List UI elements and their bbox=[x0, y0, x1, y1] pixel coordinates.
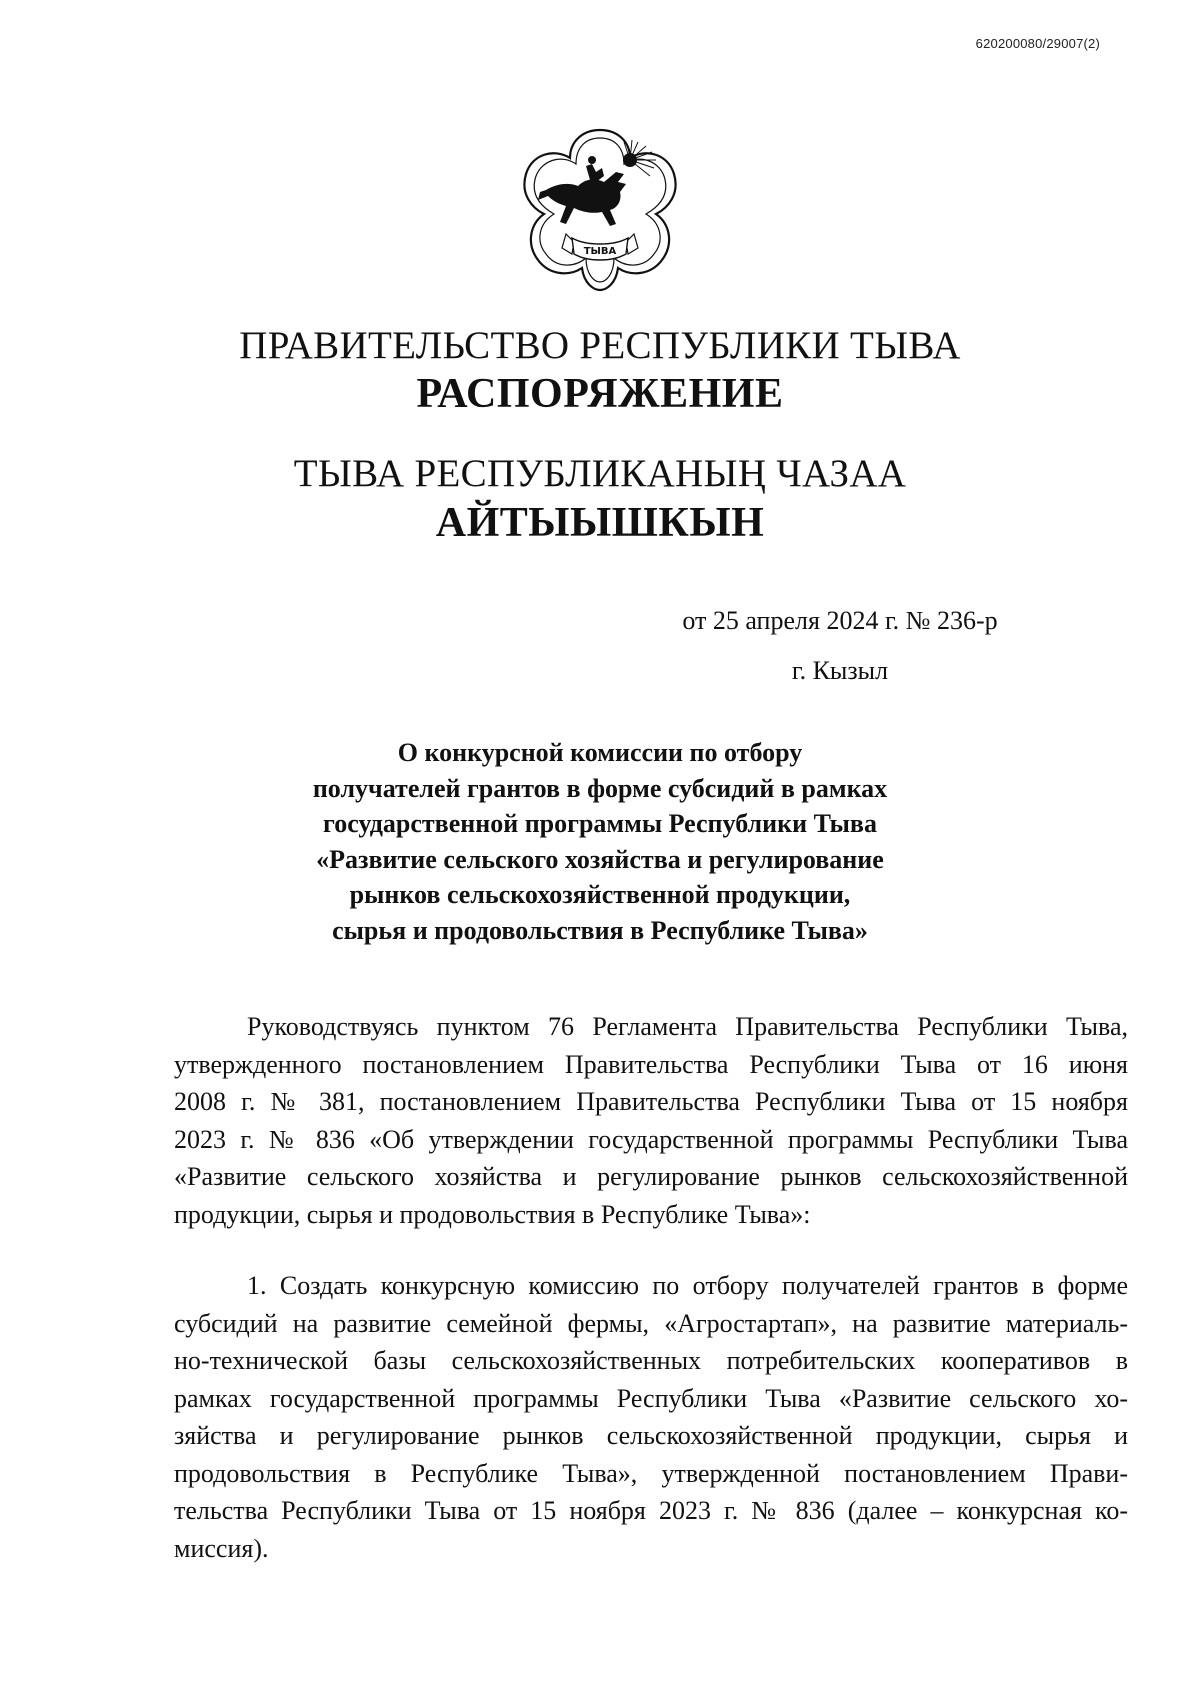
paragraph-line: «Развитие сельского хозяйства и регулирование рынков сельскохозяйственной bbox=[174, 1162, 1128, 1191]
document-date-number: от 25 апреля 2024 г. № 236-р bbox=[682, 606, 998, 635]
title-line: сырья и продовольствия в Республике Тыва» bbox=[332, 915, 868, 945]
clause-1-paragraph bbox=[174, 1267, 1128, 1567]
government-name-ru: ПРАВИТЕЛЬСТВО РЕСПУБЛИКИ ТЫВА bbox=[239, 324, 961, 367]
paragraph-line: рамках государственной программы Республики Тыва «Развитие сельского хо- bbox=[174, 1383, 1128, 1413]
document-type-ru: РАСПОРЯЖЕНИЕ bbox=[416, 371, 784, 417]
title-line: рынков сельскохозяйственной продукции, bbox=[349, 880, 851, 909]
document-type-tyv: АЙТЫЫШКЫН bbox=[435, 500, 765, 546]
emblem-ribbon-text: ТЫВА bbox=[583, 246, 617, 257]
government-name-tyv: ТЫВА РЕСПУБЛИКАНЫҢ ЧАЗАА bbox=[293, 452, 907, 495]
paragraph-line: утвержденного постановлением Правительства Республики Тыва от 16 июня bbox=[174, 1049, 1128, 1079]
coat-of-arms-emblem bbox=[512, 120, 688, 296]
title-line: «Развитие сельского хозяйства и регулирование bbox=[316, 844, 884, 874]
paragraph-line: Руководствуясь пунктом 76 Регламента Правительства Республики Тыва, bbox=[247, 1012, 1128, 1041]
paragraph-line: тельства Республики Тыва от 15 ноября 2023 г. № 836 (далее – конкурсная ко- bbox=[174, 1496, 1128, 1525]
paragraph-line: 2023 г. № 836 «Об утверждении государственной программы Республики Тыва bbox=[174, 1124, 1128, 1154]
paragraph-line: 2008 г. № 381, постановлением Правительства Республики Тыва от 15 ноября bbox=[174, 1087, 1128, 1116]
document-id: 620200080/29007(2) bbox=[975, 36, 1100, 51]
paragraph-line: 1. Создать конкурсную комиссию по отбору получателей грантов в форме bbox=[247, 1271, 1128, 1300]
paragraph-line: субсидий на развитие семейной фермы, «Агростартап», на развитие материаль- bbox=[174, 1308, 1128, 1338]
preamble-paragraph bbox=[174, 1008, 1128, 1233]
title-line: государственной программы Республики Тыва bbox=[323, 809, 877, 838]
paragraph-line: продовольствия в Республике Тыва», утвержденной постановлением Прави- bbox=[174, 1458, 1128, 1488]
paragraph-line: миссия). bbox=[174, 1533, 269, 1563]
document-title bbox=[0, 735, 1200, 948]
paragraph-line: зяйства и регулирование рынков сельскохозяйственной продукции, сырья и bbox=[174, 1421, 1128, 1450]
title-line: О конкурсной комиссии по отбору bbox=[397, 738, 803, 767]
paragraph-line: но-технической базы сельскохозяйственных потребительских кооперативов в bbox=[174, 1346, 1128, 1375]
document-city: г. Кызыл bbox=[791, 656, 889, 685]
paragraph-line: продукции, сырья и продовольствия в Республике Тыва»: bbox=[174, 1199, 811, 1229]
title-line: получателей грантов в форме субсидий в рамках bbox=[312, 773, 888, 803]
